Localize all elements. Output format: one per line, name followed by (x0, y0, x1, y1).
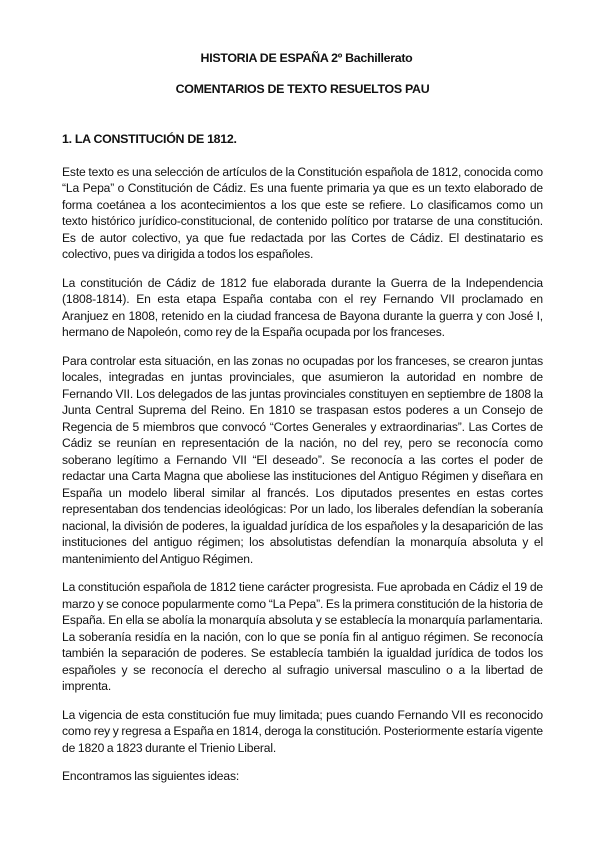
document-subtitle: COMENTARIOS DE TEXTO RESUELTOS PAU (175, 81, 430, 96)
section-heading: 1. LA CONSTITUCIÓN DE 1812. (62, 132, 237, 146)
paragraph-constitution: La constitución española de 1812 tiene carácter progresista. Fue aprobada en Cádiz el 19 de marzo y se conoce popularmente como “La Pepa”. Es la primera constitución de la historia de España. En ella se abolía la monarquía absoluta y se establecía la monarquía parlamentaria. La soberanía residía en la nación, con lo que se ponía fin al antiguo régimen. Se reconocía también la separación de poderes. Se establecía también la igualdad jurídica de todos los españoles y se reconocía el derecho al sufragio universal masculino o a la libertad de imprenta. (62, 580, 543, 693)
document-title: HISTORIA DE ESPAÑA 2º Bachillerato (200, 51, 413, 65)
paragraph-cortes: Para controlar esta situación, en las zonas no ocupadas por los franceses, se crearon juntas locales, integradas en juntas provinciales, que asumieron la autoridad en nombre de Fernando VII. Los delegados de las juntas provinciales constituyen en septiembre de 1808 la Junta Central Suprema del Reino. En 1810 se traspasan estos poderes a un Consejo de Regencia de 5 miembros que convocó “Cortes Generales y extraordinarias”. Las Cortes de Cádiz se reunían en representación de la nación, no del rey, pero se reconocía como soberano legítimo a Fernando VII “El deseado”. Se reconocía a las cortes el poder de redactar una Carta Magna que aboliese las instituciones del Antiguo Régimen y diseñara en España un modelo liberal similar al francés. Los diputados presentes en estas cortes representaban dos tendencias ideológicas: Por un lado, los liberales defendían la soberanía nacional, la división de poderes, la igualdad jurídica de los españoles y la desaparición de las instituciones del antiguo régimen; los absolutistas defendían la monarquía absoluta y el mantenimiento del Antiguo Régimen. (62, 353, 543, 566)
paragraph-context: La constitución de Cádiz de 1812 fue elaborada durante la Guerra de la Independencia (1808-1814). En esta etapa España contaba con el rey Fernando VII proclamado en Aranjuez en 1808, retenido en la ciudad francesa de Bayona durante la guerra y con José I, hermano de Napoleón, como rey de la España ocupada por los franceses. (62, 275, 543, 339)
paragraph-intro: Este texto es una selección de artículos de la Constitución española de 1812, conocida como “La Pepa” o Constitución de Cádiz. Es una fuente primaria ya que es un texto elaborado de forma coetánea a los acontecimientos a los que este se refiere. Lo clasificamos como un texto histórico jurídico-constitucional, de contenido político por tratarse de una constitución. Es de autor colectivo, ya que fue redactada por las Cortes de Cádiz. El destinatario es colectivo, pues va dirigida a todos los españoles. (62, 164, 543, 261)
paragraph-vigencia: La vigencia de esta constitución fue muy limitada; pues cuando Fernando VII es reconocido como rey y regresa a España en 1814, deroga la constitución. Posteriormente estaría vigente de 1820 a 1823 durante el Trienio Liberal. (62, 707, 543, 755)
document-page (62, 50, 543, 797)
paragraph-ideas: Encontramos las siguientes ideas: (62, 769, 240, 783)
